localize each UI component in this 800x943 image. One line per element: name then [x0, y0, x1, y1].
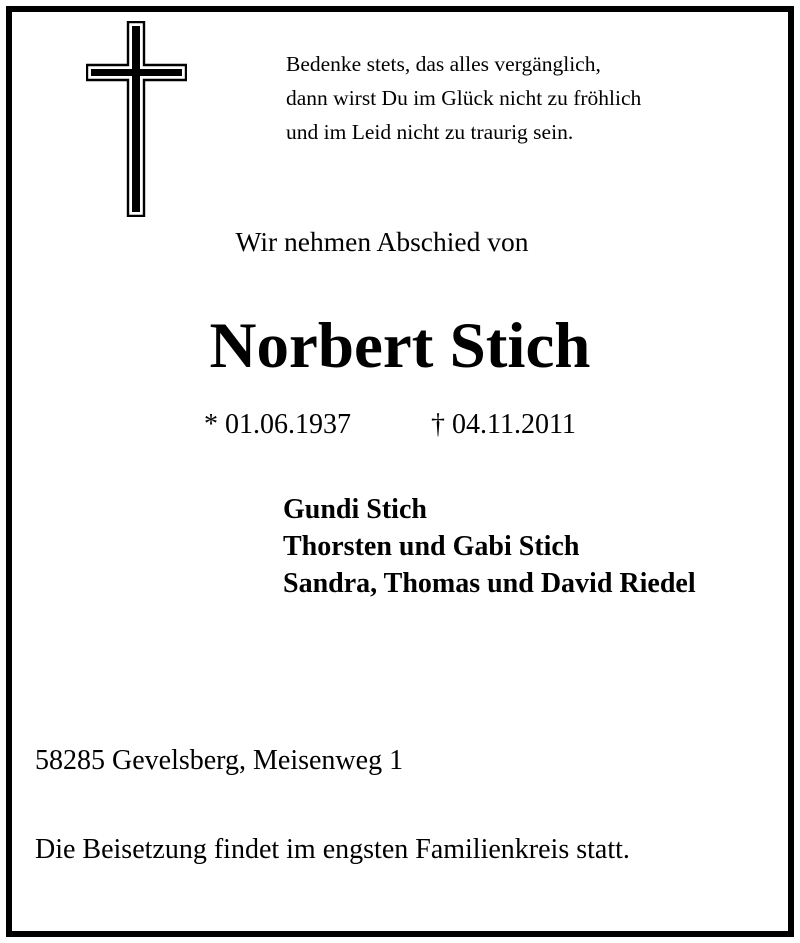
- death-date: † 04.11.2011: [431, 409, 576, 440]
- mourner-name: Gundi Stich: [283, 494, 427, 525]
- cross-icon: [86, 21, 187, 217]
- funeral-note: Die Beisetzung findet im engsten Familienkreis statt.: [35, 834, 630, 865]
- mourners-list: [283, 491, 696, 602]
- verse-line: und im Leid nicht zu traurig sein.: [286, 120, 574, 144]
- verse-line: dann wirst Du im Glück nicht zu fröhlich: [286, 86, 642, 110]
- family-address: 58285 Gevelsberg, Meisenweg 1: [35, 745, 404, 776]
- birth-date: * 01.06.1937: [204, 409, 351, 440]
- verse-block: [286, 47, 641, 149]
- farewell-intro: [0, 224, 800, 260]
- mourner-name: Thorsten und Gabi Stich: [283, 531, 580, 562]
- deceased-name: Norbert Stich: [209, 310, 591, 382]
- mourner-name: Sandra, Thomas und David Riedel: [283, 568, 696, 599]
- farewell-intro-text: Wir nehmen Abschied von: [235, 226, 529, 257]
- verse-line: Bedenke stets, das alles vergänglich,: [286, 52, 601, 76]
